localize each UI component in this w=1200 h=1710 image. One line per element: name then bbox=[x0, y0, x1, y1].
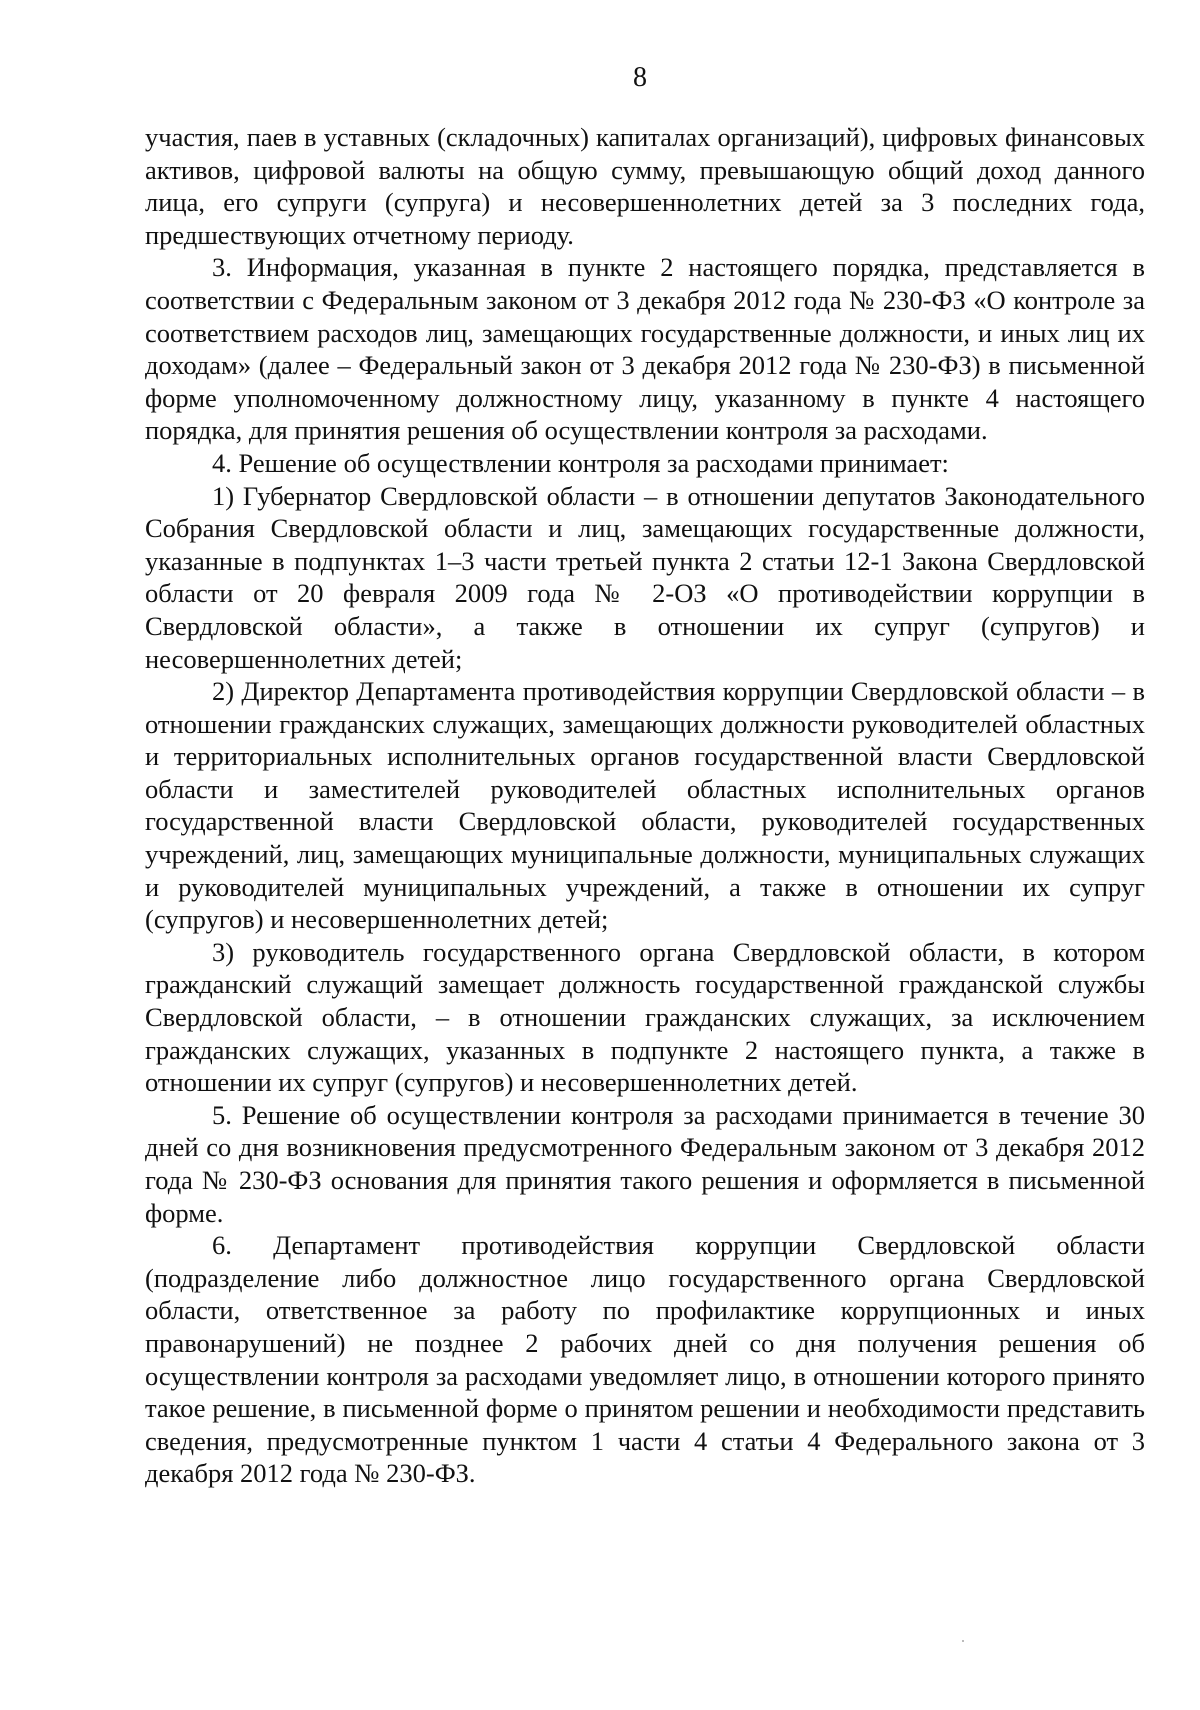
paragraph-item-6: 6. Департамент противодействия коррупции Свердловской области (подразделение либо должностное лицо государственного органа Свердловской области, ответственное за работу по профилактике коррупционных и иных правонарушений) не позднее 2 рабочих дней со дня получения решения об осуществлении контроля за расходами уведомляет лицо, в отношении которого принято такое решение, в письменной форме о принятом решении и необходимости представить сведения, предусмотренные пунктом 1 части 4 статьи 4 Федерального закона от 3 декабря 2012 года № 230-ФЗ. bbox=[145, 1230, 1145, 1489]
subparagraph-4-1: 1) Губернатор Свердловской области – в отношении депутатов Законодательного Собрания Свердловской области и лиц, замещающих государственные должности, указанные в подпунктах 1–3 части третьей пункта 2 статьи 12-1 Закона Свердловской области от 20 февраля 2009 года № 2-ОЗ «О противодействии коррупции в Свердловской области», а также в отношении их супруг (супругов) и несовершеннолетних детей; bbox=[145, 480, 1145, 674]
subparagraph-4-3: 3) руководитель государственного органа Свердловской области, в котором гражданский служащий замещает должность государственной гражданской службы Свердловской области, – в отношении гражданских служащих, за исключением гражданских служащих, указанных в подпункте 2 настоящего пункта, а также в отношении их супруг (супругов) и несовершеннолетних детей. bbox=[145, 936, 1145, 1098]
paragraph-continuation: участия, паев в уставных (складочных) капиталах организаций), цифровых финансовых активов, цифровой валюты на общую сумму, превышающую общий доход данного лица, его супруги (супруга) и несовершеннолетних детей за 3 последних года, предшествующих отчетному периоду. bbox=[145, 122, 1145, 250]
paragraph-item-3: 3. Информация, указанная в пункте 2 настоящего порядка, представляется в соответствии с Федеральным законом от 3 декабря 2012 года № 230-ФЗ «О контроле за соответствием расходов лиц, замещающих государственные должности, и иных лиц их доходам» (далее – Федеральный закон от 3 декабря 2012 года № 230-ФЗ) в письменной форме уполномоченному должностному лицу, указанному в пункте 4 настоящего порядка, для принятия решения об осуществлении контроля за расходами. bbox=[145, 252, 1145, 446]
document-body bbox=[145, 121, 1145, 1490]
paragraph-item-4: 4. Решение об осуществлении контроля за расходами принимает: bbox=[212, 447, 949, 478]
scan-speck bbox=[962, 1640, 964, 1642]
page-number: 8 bbox=[633, 62, 647, 93]
subparagraph-4-2: 2) Директор Департамента противодействия коррупции Свердловской области – в отношении гражданских служащих, замещающих должности руководителей областных и территориальных исполнительных органов государственной власти Свердловской области и заместителей руководителей областных исполнительных органов государственной власти Свердловской области, руководителей государственных учреждений, лиц, замещающих муниципальные должности, муниципальных служащих и руководителей муниципальных учреждений, а также в отношении их супруг (супругов) и несовершеннолетних детей; bbox=[145, 676, 1145, 935]
paragraph-item-5: 5. Решение об осуществлении контроля за расходами принимается в течение 30 дней со дня возникновения предусмотренного Федеральным законом от 3 декабря 2012 года № 230-ФЗ основания для принятия такого решения и оформляется в письменной форме. bbox=[145, 1099, 1145, 1228]
